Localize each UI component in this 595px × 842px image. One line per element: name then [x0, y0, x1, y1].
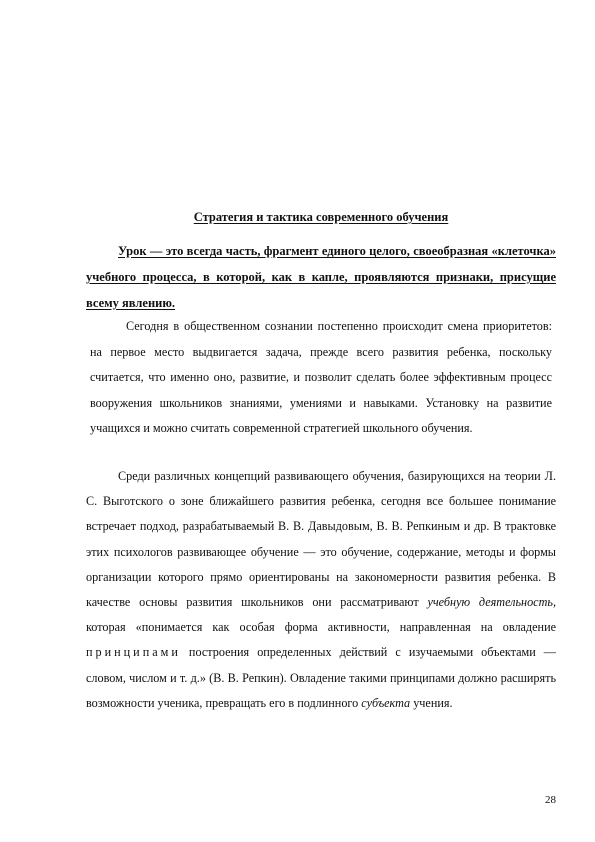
paragraph-text: учения. — [410, 695, 453, 710]
emphasis-subject: субъекта — [361, 695, 411, 710]
page-number: 28 — [545, 794, 556, 806]
paragraph-developmental-learning — [86, 464, 556, 716]
spaced-word-principles: принципами — [86, 645, 181, 660]
emphasis-learning-activity: учебную деятельность, — [427, 595, 556, 610]
section-title: Стратегия и тактика современного обучения — [193, 210, 449, 224]
paragraph-text: Среди различных концепций развивающего обучения, базирующихся на теории Л. С. Выготского о зоне ближайшего развития ребенка, сегодня все большее понимание встречает подход, разрабатываемый В. В. Давыдовым, В. В. Репкиным и др. В трактовке этих психологов развивающее обучение — это обучение, содержание, методы и формы организации которого прямо ориентированы на закономерности развития ребенка. В качестве основы развития школьников они рассматривают — [86, 469, 556, 610]
paragraph-text: которая «понимается как особая форма активности, направленная на овладение — [86, 620, 556, 635]
paragraph-text: построения определенных действий с изучаемыми объектами — словом, числом и т. д.» (В. В. Репкин). Овладение такими принципами должно расширять возможности ученика, превращать его в подлинного — [86, 645, 556, 710]
paragraph-development-strategy: Сегодня в общественном сознании постепенно происходит смена приоритетов: на первое место выдвигается задача, прежде всего развития ребенка, поскольку считается, что именно оно, развитие, и позволит сделать более эффективным процесс вооружения школьников знаниями, умениями и навыками. Установку на развитие учащихся и можно считать современной стратегией школьного обучения. — [90, 319, 552, 436]
intro-paragraph: Урок — это всегда часть, фрагмент единого целого, своеобразная «клеточка» учебного процесса, в которой, как в капле, проявляются признаки, присущие всему явлению. — [86, 244, 556, 310]
